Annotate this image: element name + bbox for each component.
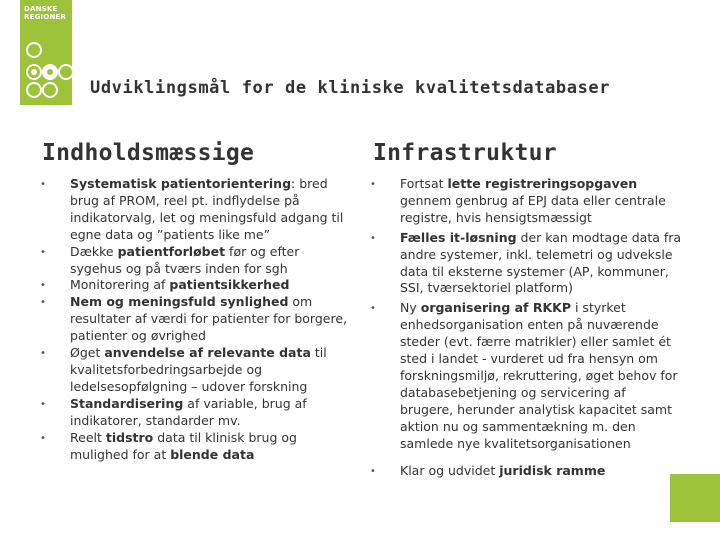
bold-text: Nem og meningsfuld synlighed bbox=[70, 294, 289, 310]
left-bullet-list bbox=[40, 176, 352, 463]
list-item bbox=[370, 463, 682, 480]
logo-text-line2: REGIONER bbox=[24, 13, 67, 21]
bullet-icon: • bbox=[370, 232, 376, 244]
text: : bred brug af PROM, reel pt. indflydelse på indikatorvalg, let og meningsfuld adgang til egne data og ”patients like me” bbox=[70, 176, 344, 242]
bullet-icon: • bbox=[40, 246, 46, 258]
list-item bbox=[40, 294, 352, 345]
text: Klar og udvidet bbox=[400, 462, 500, 478]
bold-text: blende data bbox=[170, 446, 255, 462]
right-bullet-list bbox=[370, 176, 682, 479]
list-item bbox=[370, 176, 682, 227]
bold-text: anvendelse af relevante data bbox=[104, 345, 311, 361]
bullet-icon: • bbox=[40, 297, 46, 309]
text: i styrket enhedsorganisation enten på nuværende steder (evt. færre matrikler) eller samlet ét sted i landet - vurderet ud fra hensyn om forskningsmiljø, rekruttering, øget behov for databasebetjening og servicering af brugere, herunder analytisk kapacitet samt aktion nu og sammentækning m. den samlede nye kvalitetsorganisationen bbox=[400, 300, 678, 451]
list-item bbox=[40, 277, 352, 294]
danske-regioner-logo bbox=[20, 0, 72, 105]
list-item bbox=[40, 430, 352, 464]
list-item bbox=[40, 176, 352, 244]
bullet-icon: • bbox=[40, 348, 46, 360]
bold-text: organisering af RKKP bbox=[420, 300, 572, 316]
list-item bbox=[40, 396, 352, 430]
bold-text: juridisk ramme bbox=[499, 462, 606, 478]
text: der kan modtage data fra andre systemer, inkl. telemetri og udveksle data til eksterne systemer (AP, kommuner, SSI, tværsektoriel platform) bbox=[400, 229, 682, 296]
bullet-icon: • bbox=[370, 179, 376, 190]
list-item bbox=[370, 300, 682, 452]
text: om resultater af værdi for patienter for borgere, patienter og øvrighed bbox=[70, 294, 347, 344]
bullet-icon: • bbox=[370, 465, 376, 477]
text: Ny bbox=[400, 300, 421, 316]
bullet-icon: • bbox=[40, 432, 46, 444]
list-item bbox=[370, 230, 682, 298]
page-title: Udviklingsmål for de kliniske kvalitetsdatabaser bbox=[90, 78, 611, 98]
bold-text: Standardisering bbox=[70, 395, 184, 411]
corner-accent-block bbox=[670, 474, 720, 522]
bold-text: lette registreringsopgaven bbox=[447, 176, 638, 191]
text: data til klinisk brug og mulighed for at bbox=[70, 429, 297, 462]
bullet-icon: • bbox=[40, 280, 46, 292]
left-column-heading: Indholdsmæssige bbox=[42, 140, 255, 166]
text: Dække bbox=[70, 243, 118, 259]
text: til kvalitetsforbedringsarbejde og ledelsesopfølgning – udover forskning bbox=[70, 345, 327, 394]
right-column-heading: Infrastruktur bbox=[373, 140, 557, 166]
text: Fortsat bbox=[400, 176, 448, 191]
logo-circles-icon bbox=[20, 0, 72, 105]
text: Øget bbox=[70, 345, 105, 361]
text: gennem genbrug af EPJ data eller centrale registre, hvis hensigtsmæssigt bbox=[400, 192, 666, 225]
text: Reelt bbox=[70, 429, 106, 445]
bold-text: Fælles it-løsning bbox=[400, 229, 517, 245]
list-item bbox=[40, 345, 352, 396]
bold-text: tidstro bbox=[105, 429, 154, 445]
bullet-icon: • bbox=[40, 398, 46, 410]
text: af variable, brug af indikatorer, standarder mv. bbox=[70, 395, 307, 428]
logo-text-line1: DANSKE bbox=[24, 5, 58, 13]
list-item bbox=[40, 244, 352, 278]
text: Monitorering af bbox=[70, 277, 170, 293]
bullet-icon: • bbox=[370, 303, 376, 315]
bold-text: patientsikkerhed bbox=[169, 277, 290, 293]
bold-text: Systematisk patientorientering bbox=[70, 176, 292, 191]
bold-text: patientforløbet bbox=[117, 243, 226, 259]
bullet-icon: • bbox=[40, 179, 46, 190]
text: før og efter sygehus og på tværs inden for sgh bbox=[70, 243, 300, 276]
